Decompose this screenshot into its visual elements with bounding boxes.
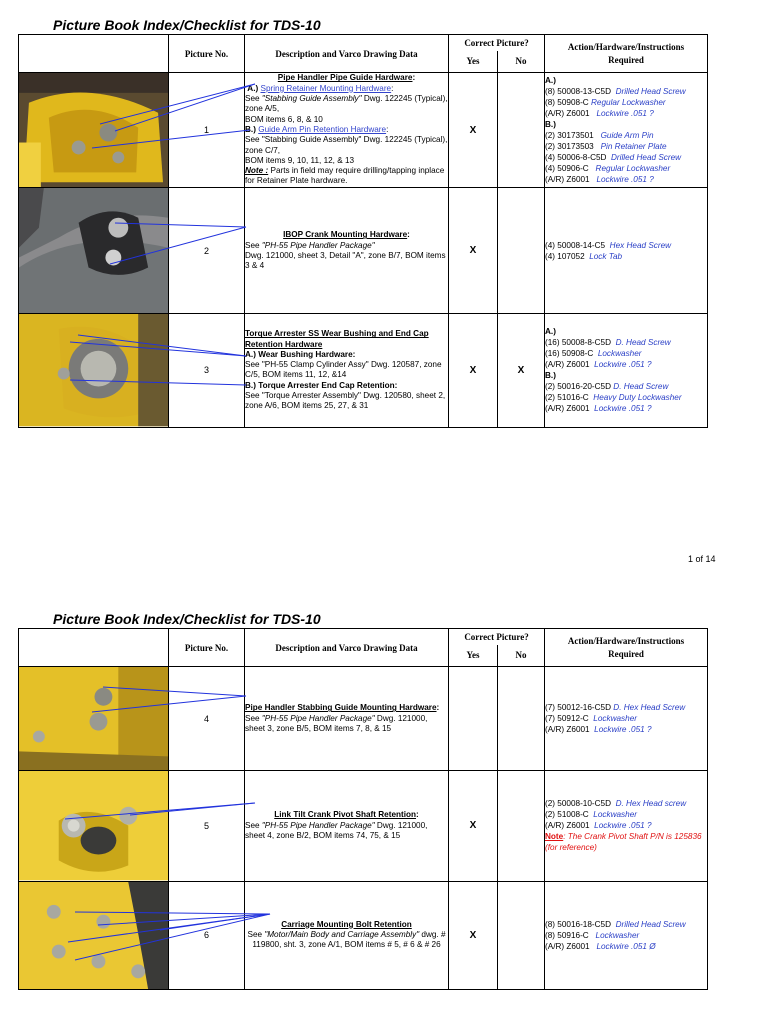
no-mark: X bbox=[498, 314, 545, 427]
description-cell: Pipe Handler Stabbing Guide Mounting Hardware: See "PH-55 Pipe Handler Package" Dwg. 121000, sheet 3, zone B/5, BOM items 7, 8, & 15 bbox=[245, 667, 449, 771]
action-cell: (4) 50008-14-C5 Hex Head Screw (4) 107052 Lock Tab bbox=[545, 188, 708, 314]
description-cell: Carriage Mounting Bolt Retention See "Motor/Main Body and Carriage Assembly" dwg. # 119800, sht. 3, zone A/1, BOM items # 5, # 6 & # 26 bbox=[245, 881, 449, 989]
yes-mark: X bbox=[449, 771, 498, 881]
header-picture-no: Picture No. bbox=[169, 35, 245, 73]
picture-number: 2 bbox=[169, 188, 245, 314]
description-cell: Link Tilt Crank Pivot Shaft Retention: See "PH-55 Pipe Handler Package" Dwg. 121000, sheet 4, zone B/2, BOM items 74, 75, & 15 bbox=[245, 771, 449, 881]
yes-mark: X bbox=[449, 188, 498, 314]
header-picture-no: Picture No. bbox=[169, 629, 245, 667]
description-cell: Torque Arrester SS Wear Bushing and End Cap Retention Hardware A.) Wear Bushing Hardware: See "PH-55 Clamp Cylinder Assy" Dwg. 120587, zone C/5, BOM items 11, 12, &14 B.) Torque Arrester End Cap Retention: See "Torque Arrester Assembly" Dwg. 120580, sheet 2, zone A/6, BOM items 25, 27, & 31 bbox=[245, 314, 449, 427]
header-action: Action/Hardware/Instructions Required bbox=[545, 35, 708, 73]
header-no: No bbox=[498, 645, 545, 667]
action-cell: A.) (8) 50008-13-C5D Drilled Head Screw (8) 50908-C Regular Lockwasher (A/R) Z6001 Lockwire .051 ? B.) (2) 30173501 Guide Arm Pin (2) 30173503 Pin Retainer Plate (4) 50006-8-C5D Drilled Head Screw (4) 50906-C Regular Lockwasher (A/R) Z6001 Lockwire .051 ? bbox=[545, 73, 708, 188]
header-action: Action/Hardware/Instructions Required bbox=[545, 629, 708, 667]
yes-mark: X bbox=[449, 73, 498, 188]
header-yes: Yes bbox=[449, 51, 498, 73]
picture-number: 4 bbox=[169, 667, 245, 771]
picture-number: 1 bbox=[169, 73, 245, 188]
page-number: 1 of 14 bbox=[688, 554, 716, 564]
yes-mark: X bbox=[449, 314, 498, 427]
action-cell: (8) 50016-18-C5D Drilled Head Screw (8) 50916-C Lockwasher (A/R) Z6001 Lockwire .051 Ø bbox=[545, 881, 708, 989]
description-cell: IBOP Crank Mounting Hardware: See "PH-55 Pipe Handler Package" Dwg. 121000, sheet 3, Detail "A", zone B/7, BOM items 3 & 4 bbox=[245, 188, 449, 314]
header-no: No bbox=[498, 51, 545, 73]
picture-number: 6 bbox=[169, 881, 245, 989]
header-description: Description and Varco Drawing Data bbox=[245, 35, 449, 73]
header-yes: Yes bbox=[449, 645, 498, 667]
header-correct-picture: Correct Picture? bbox=[449, 629, 545, 645]
yes-mark: X bbox=[449, 881, 498, 989]
page-title: Picture Book Index/Checklist for TDS-10 bbox=[53, 611, 321, 627]
guide-arm-pin-link[interactable]: Guide Arm Pin Retention Hardware bbox=[258, 124, 387, 134]
spring-retainer-link[interactable]: Spring Retainer Mounting Hardware bbox=[260, 83, 392, 93]
header-description: Description and Varco Drawing Data bbox=[245, 629, 449, 667]
picture-number: 5 bbox=[169, 771, 245, 881]
action-cell: (7) 50012-16-C5D D. Hex Head Screw (7) 50912-C Lockwasher (A/R) Z6001 Lockwire .051 ? bbox=[545, 667, 708, 771]
action-cell: (2) 50008-10-C5D D. Hex Head screw (2) 51008-C Lockwasher (A/R) Z6001 Lockwire .051 ? Note: The Crank Pivot Shaft P/N is 125836 (for reference) bbox=[545, 771, 708, 881]
picture-number: 3 bbox=[169, 314, 245, 427]
header-correct-picture: Correct Picture? bbox=[449, 35, 545, 51]
description-cell: Pipe Handler Pipe Guide Hardware: A.) Spring Retainer Mounting Hardware: See "Stabbing Guide Assembly" Dwg. 122245 (Typical), zone A/5, BOM items 6, 8, & 10 B.) Guide Arm Pin Retention Hardware: See "Stabbing Guide Assembly" Dwg. 122245 (Typical), zone C/7, BOM items 9, 10, 11, 12, & 13 Note : Parts in field may require drilling/tapping inplace for Retainer Plate hardware. bbox=[245, 73, 449, 188]
action-cell: A.) (16) 50008-8-C5D D. Head Screw (16) 50908-C Lockwasher (A/R) Z6001 Lockwire .051 ? B.) (2) 50016-20-C5D D. Head Screw (2) 51016-C Heavy Duty Lockwasher (A/R) Z6001 Lockwire .051 ? bbox=[545, 314, 708, 427]
page-title: Picture Book Index/Checklist for TDS-10 bbox=[53, 17, 321, 33]
